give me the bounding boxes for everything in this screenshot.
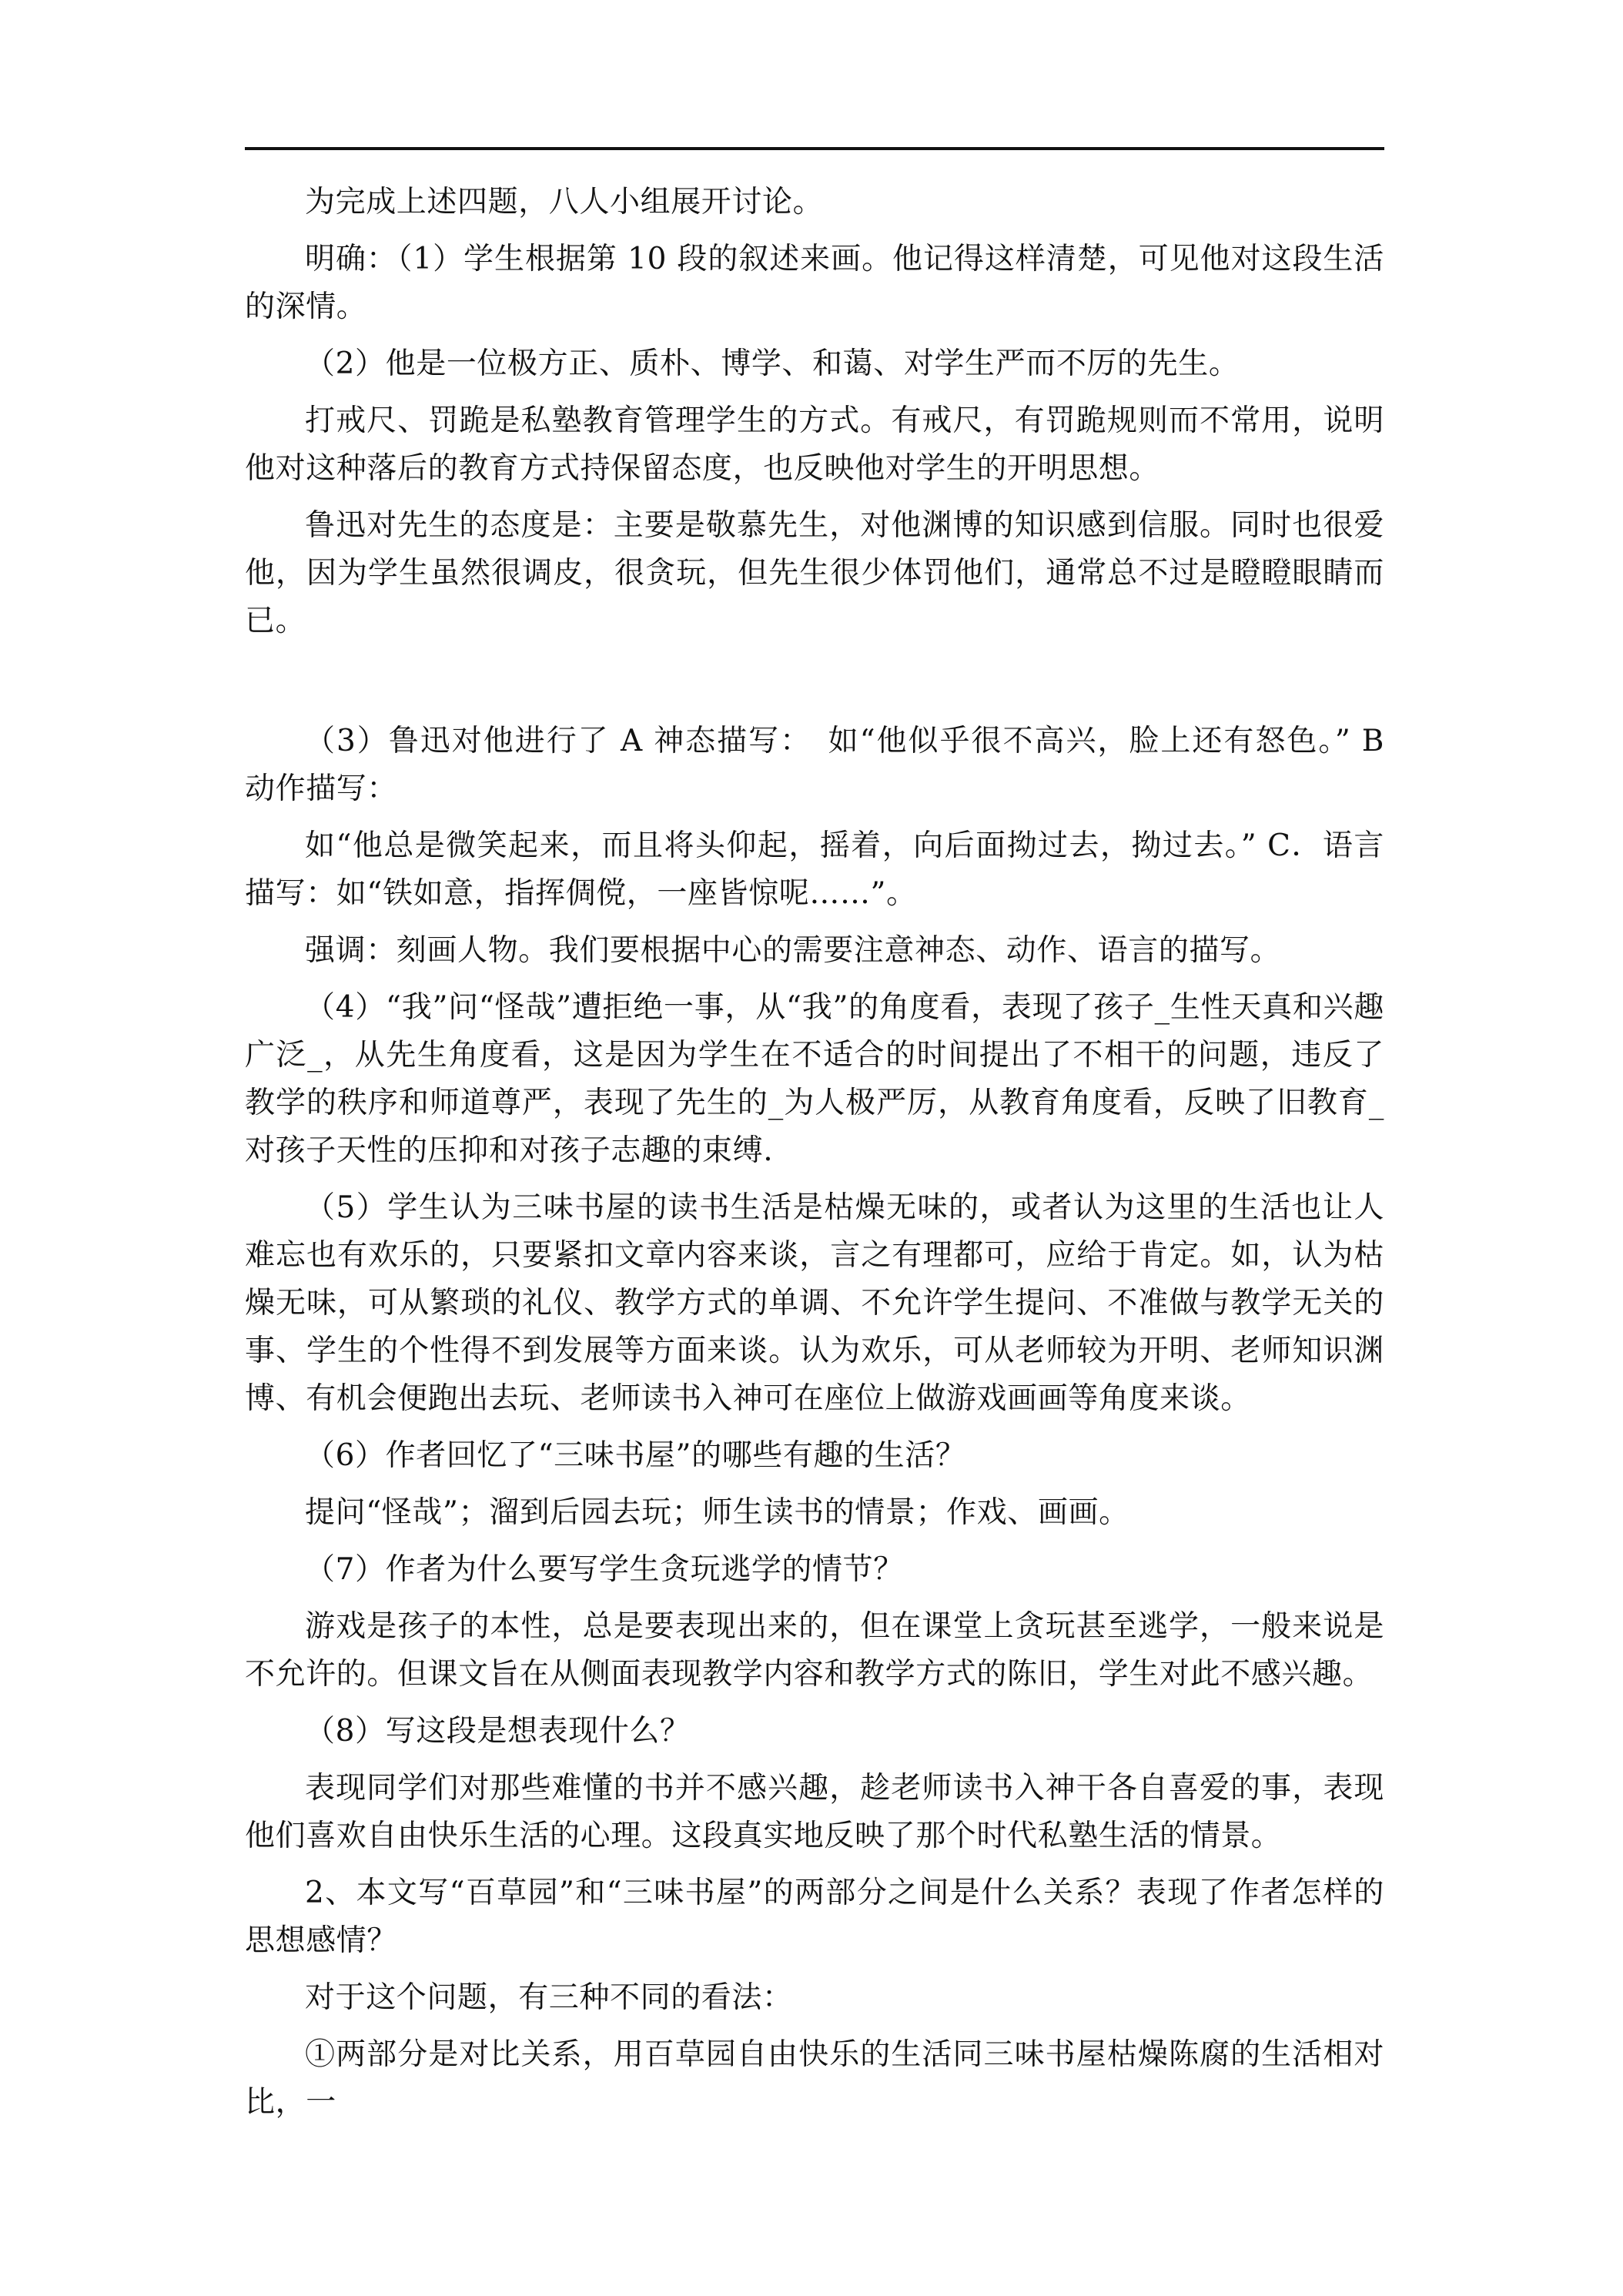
paragraph-10: （5）学生认为三味书屋的读书生活是枯燥无味的，或者认为这里的生活也让人难忘也有欢乐的，只要紧扣文章内容来谈，言之有理都可，应给于肯定。如，认为枯燥无味，可从繁琐的礼仪、教学方式的单调、不允许学生提问、不准做与教学无关的事、学生的个性得不到发展等方面来谈。认为欢乐，可从老师较为开明、老师知识渊博、有机会便跑出去玩、老师读书入神可在座位上做游戏画画等角度来谈。 <box>245 1190 1384 1416</box>
paragraph-16: 表现同学们对那些难懂的书并不感兴趣，趁老师读书入神干各自喜爱的事，表现他们喜欢自由快乐生活的心理。这段真实地反映了那个时代私塾生活的情景。 <box>245 1771 1384 1853</box>
paragraph-15: （8）写这段是想表现什么？ <box>305 1714 691 1749</box>
paragraph-4: 打戒尺、罚跪是私塾教育管理学生的方式。有戒尺，有罚跪规则而不常用，说明他对这种落后的教育方式持保留态度，也反映他对学生的开明思想。 <box>245 403 1384 486</box>
paragraph-14: 游戏是孩子的本性，总是要表现出来的，但在课堂上贪玩甚至逃学，一般来说是不允许的。但课文旨在从侧面表现教学内容和教学方式的陈旧，学生对此不感兴趣。 <box>245 1609 1384 1692</box>
paragraph-1: 为完成上述四题，八人小组展开讨论。 <box>305 185 824 219</box>
paragraph-7: 如“他总是微笑起来，而且将头仰起，摇着，向后面拗过去，拗过去。” C．语言描写：如“铁如意，指挥倜傥，一座皆惊呢……”。 <box>245 828 1384 911</box>
paragraph-3: （2）他是一位极方正、质朴、博学、和蔼、对学生严而不厉的先生。 <box>305 346 1240 381</box>
paragraph-17: 2、本文写“百草园”和“三味书屋”的两部分之间是什么关系？表现了作者怎样的思想感情？ <box>245 1876 1384 1958</box>
paragraph-2: 明确：（1）学生根据第 10 段的叙述来画。他记得这样清楚，可见他对这段生活的深情。 <box>245 242 1384 324</box>
header-rule <box>245 147 1384 150</box>
paragraph-12: 提问“怪哉”；溜到后园去玩；师生读书的情景；作戏、画画。 <box>305 1495 1129 1530</box>
paragraph-18: 对于这个问题，有三种不同的看法： <box>305 1980 793 2015</box>
paragraph-5: 鲁迅对先生的态度是：主要是敬慕先生，对他渊博的知识感到信服。同时也很爱他，因为学生虽然很调皮，很贪玩，但先生很少体罚他们，通常总不过是瞪瞪眼睛而已。 <box>245 508 1384 638</box>
paragraph-8: 强调：刻画人物。我们要根据中心的需要注意神态、动作、语言的描写。 <box>305 933 1281 968</box>
paragraph-19: ①两部分是对比关系，用百草园自由快乐的生活同三味书屋枯燥陈腐的生活相对比，一 <box>245 2037 1384 2120</box>
paragraph-6: （3）鲁迅对他进行了 A 神态描写： 如“他似乎很不高兴，脸上还有怒色。” B 动作描写： <box>245 724 1384 806</box>
paragraph-gap <box>245 654 1384 718</box>
paragraph-11: （6）作者回忆了“三味书屋”的哪些有趣的生活？ <box>305 1438 966 1473</box>
paragraph-9: （4）“我”问“怪哉”遭拒绝一事，从“我”的角度看，表现了孩子_生性天真和兴趣广泛_，从先生角度看，这是因为学生在不适合的时间提出了不相干的问题，违反了教学的秩序和师道尊严，表现了先生的_为人极严厉，从教育角度看，反映了旧教育_对孩子天性的压抑和对孩子志趣的束缚. <box>245 990 1384 1168</box>
paragraph-13: （7）作者为什么要写学生贪玩逃学的情节？ <box>305 1552 904 1587</box>
document-body <box>245 179 1384 2136</box>
